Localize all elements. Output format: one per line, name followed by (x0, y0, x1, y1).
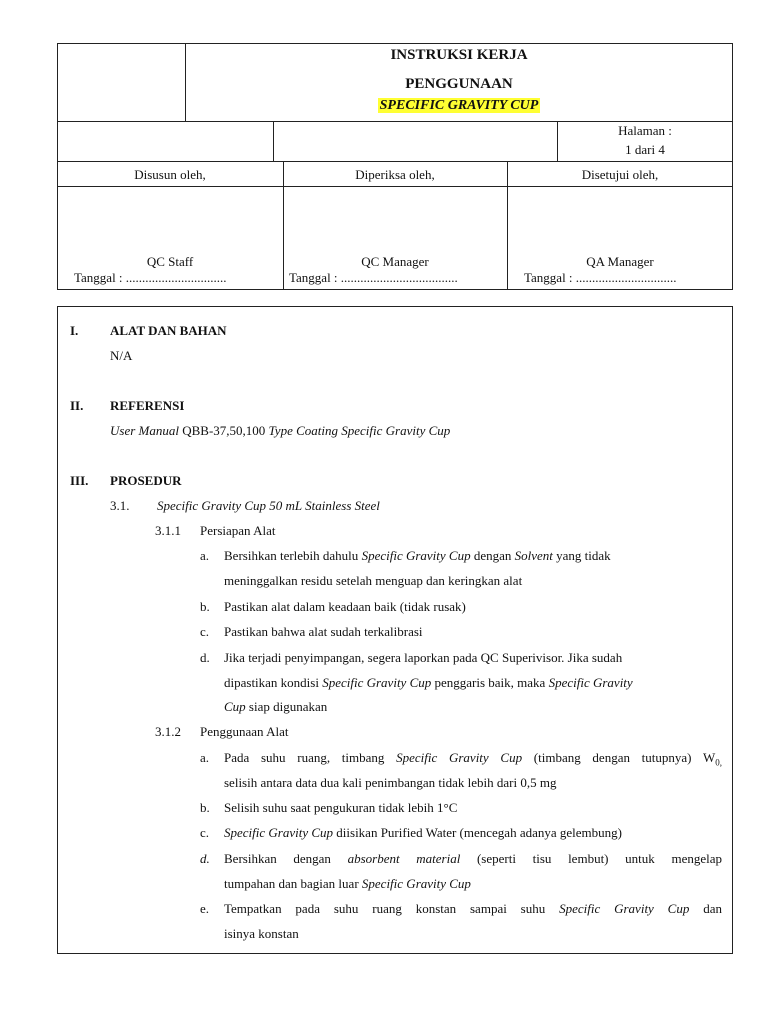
subsection-3-1-1-number: 3.1.1 (155, 523, 181, 538)
signoff-role-qc-staff: QC Staff (146, 254, 194, 269)
list-item-label: c. (200, 825, 210, 840)
list-item-text: Jika terjadi penyimpangan, segera laporkan pada QC Superivisor. Jika sudah (224, 650, 623, 665)
list-item-text-cont: tumpahan dan bagian luar Specific Gravity Cup (224, 876, 471, 891)
signoff-date-qc-manager: Tanggal : .................................... (289, 270, 458, 285)
list-item-text: Bersihkan dengan absorbent material (seperti tisu lembut) untuk mengelap (224, 851, 722, 866)
list-item-label: b. (200, 599, 210, 614)
subsection-3-1-title: Specific Gravity Cup 50 mL Stainless Steel (157, 498, 380, 513)
signoff-heading-approved: Disetujui oleh, (581, 167, 659, 182)
section-3-title: PROSEDUR (110, 473, 182, 488)
list-item-text-cont: meninggalkan residu setelah menguap dan keringkan alat (224, 573, 523, 588)
list-item-label: c. (200, 624, 210, 639)
signoff-role-qa-manager: QA Manager (586, 254, 654, 269)
list-item-label: d. (200, 650, 210, 665)
signoff-heading-prepared: Disusun oleh, (134, 167, 206, 182)
list-item-text-cont: Cup siap digunakan (224, 699, 328, 714)
subsection-3-1-2-title: Penggunaan Alat (200, 724, 289, 739)
section-1-number: I. (70, 323, 79, 338)
list-item-text-cont: isinya konstan (224, 926, 299, 941)
subsection-3-1-2-number: 3.1.2 (155, 724, 181, 739)
list-item-label: d. (200, 851, 210, 866)
subsection-3-1-1-title: Persiapan Alat (200, 523, 276, 538)
ref-manual-text: User Manual (110, 423, 179, 438)
section-3-number: III. (70, 473, 89, 488)
list-item-text: Bersihkan terlebih dahulu Specific Gravity Cup dengan Solvent yang tidak (224, 548, 611, 563)
list-item-text-cont: selisih antara data dua kali penimbangan tidak lebih dari 0,5 mg (224, 775, 557, 790)
list-item-label: b. (200, 800, 210, 815)
row2-divider-1 (273, 121, 274, 161)
signoff-date-qa-manager: Tanggal : ............................... (524, 270, 677, 285)
header-divider-3 (57, 186, 733, 187)
subsection-3-1-number: 3.1. (110, 498, 130, 513)
list-item-label: a. (200, 750, 210, 765)
section-1-body: N/A (110, 348, 133, 363)
doc-title-line3: SPECIFIC GRAVITY CUP (379, 98, 539, 113)
page-value: 1 dari 4 (625, 142, 665, 157)
signoff-heading-checked: Diperiksa oleh, (355, 167, 435, 182)
section-2-title: REFERENSI (110, 398, 185, 413)
list-item-text-cont: dipastikan kondisi Specific Gravity Cup penggaris baik, maka Specific Gravity (224, 675, 633, 690)
signoff-role-qc-manager: QC Manager (361, 254, 429, 269)
list-item-text: Pastikan alat dalam keadaan baik (tidak rusak) (224, 599, 466, 614)
signoff-date-qc-staff: Tanggal : ............................... (74, 270, 227, 285)
page-label: Halaman : (618, 123, 672, 138)
list-item-text: Selisih suhu saat pengukuran tidak lebih 1°C (224, 800, 458, 815)
section-1-title: ALAT DAN BAHAN (110, 323, 227, 338)
list-item-label: e. (200, 901, 210, 916)
header-divider-2 (57, 161, 733, 162)
list-item-label: a. (200, 548, 210, 563)
ref-model-text: QBB-37,50,100 (178, 423, 269, 438)
header-divider-1 (57, 121, 733, 122)
list-item-text: Pada suhu ruang, timbang Specific Gravity Cup (timbang dengan tutupnya) $W_{0,}$ (224, 750, 722, 768)
list-item-text: Tempatkan pada suhu ruang konstan sampai suhu Specific Gravity Cup dan (224, 901, 722, 916)
section-2-reference (110, 423, 450, 439)
section-2-number: II. (70, 398, 84, 413)
ref-type-text: Type Coating Specific Gravity Cup (268, 423, 451, 438)
doc-title-line3-wrap (185, 97, 733, 114)
doc-title-line1: INSTRUKSI KERJA (390, 47, 528, 63)
doc-title-line2: PENGGUNAAN (405, 76, 513, 92)
list-item-text: Specific Gravity Cup diisikan Purified Water (mencegah adanya gelembung) (224, 825, 622, 840)
list-item-text: Pastikan bahwa alat sudah terkalibrasi (224, 624, 423, 639)
